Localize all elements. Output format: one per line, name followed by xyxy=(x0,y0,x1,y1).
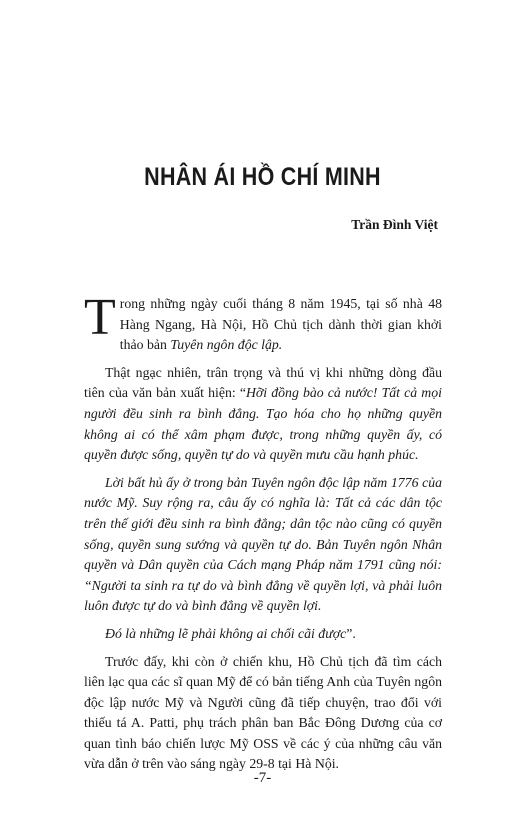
paragraph-4 xyxy=(84,624,442,645)
paragraph-4-tail: ”. xyxy=(346,625,356,641)
article-body xyxy=(84,289,442,782)
paragraph-1-text: rong những ngày cuối tháng 8 năm 1945, tại số nhà 48 Hàng Ngang, Hà Nội, Hồ Chủ tịch dành thời gian khởi thảo bản xyxy=(119,296,442,353)
paragraph-2 xyxy=(84,363,442,466)
paragraph-3: Lời bất hủ ấy ở trong bản Tuyên ngôn độc lập năm 1776 của nước Mỹ. Suy rộng ra, câu ấy có nghĩa là: Tất cả các dân tộc trên thế giới đều sinh ra bình đẳng; dân tộc nào cũng có quyền sống, quyền sung sướng và quyền tự do. Bản Tuyên ngôn Nhân quyền và Dân quyền của Cách mạng Pháp năm 1791 cũng nói: “Người ta sinh ra tự do và bình đẳng về quyền lợi, và phải luôn luôn được tự do và bình đẳng về quyền lợi. xyxy=(84,474,442,614)
paragraph-2-quote: Hỡi đồng bào cả nước! Tất cả mọi người đều sinh ra bình đẳng. Tạo hóa cho họ những quyền không ai có thể xâm phạm được, trong những quyền ấy, có quyền được sống, quyền tự do và quyền mưu cầu hạnh phúc. xyxy=(84,385,442,463)
paragraph-5: Trước đấy, khi còn ở chiến khu, Hồ Chủ tịch đã tìm cách liên lạc qua các sĩ quan Mỹ để có bản tiếng Anh của Tuyên ngôn độc lập nước Mỹ và Người cũng đã tiếp chuyện, trao đổi với thiếu tá A. Patti, phụ trách phân ban Bắc Đông Dương của cơ quan tình báo chiến lược Mỹ OSS về các ý của những câu văn vừa dẫn ở trên vào sáng ngày 29-8 tại Hà Nội. xyxy=(84,653,442,772)
chapter-title: NHÂN ÁI HỒ CHÍ MINH xyxy=(144,163,381,191)
drop-cap: T xyxy=(84,289,116,346)
paragraph-4-italic: Đó là những lẽ phải không ai chối cãi được xyxy=(105,625,347,641)
paragraph-1 xyxy=(84,289,442,356)
author-name: Trần Đình Việt xyxy=(351,217,438,232)
paragraph-1-italic: Tuyên ngôn độc lập. xyxy=(170,337,283,353)
paragraph-2-intro: Thật ngạc nhiên, trân trọng và thú vị khi những dòng đầu tiên của văn bản xuất hiện: “ xyxy=(84,364,442,401)
page-number: -7- xyxy=(253,770,272,786)
